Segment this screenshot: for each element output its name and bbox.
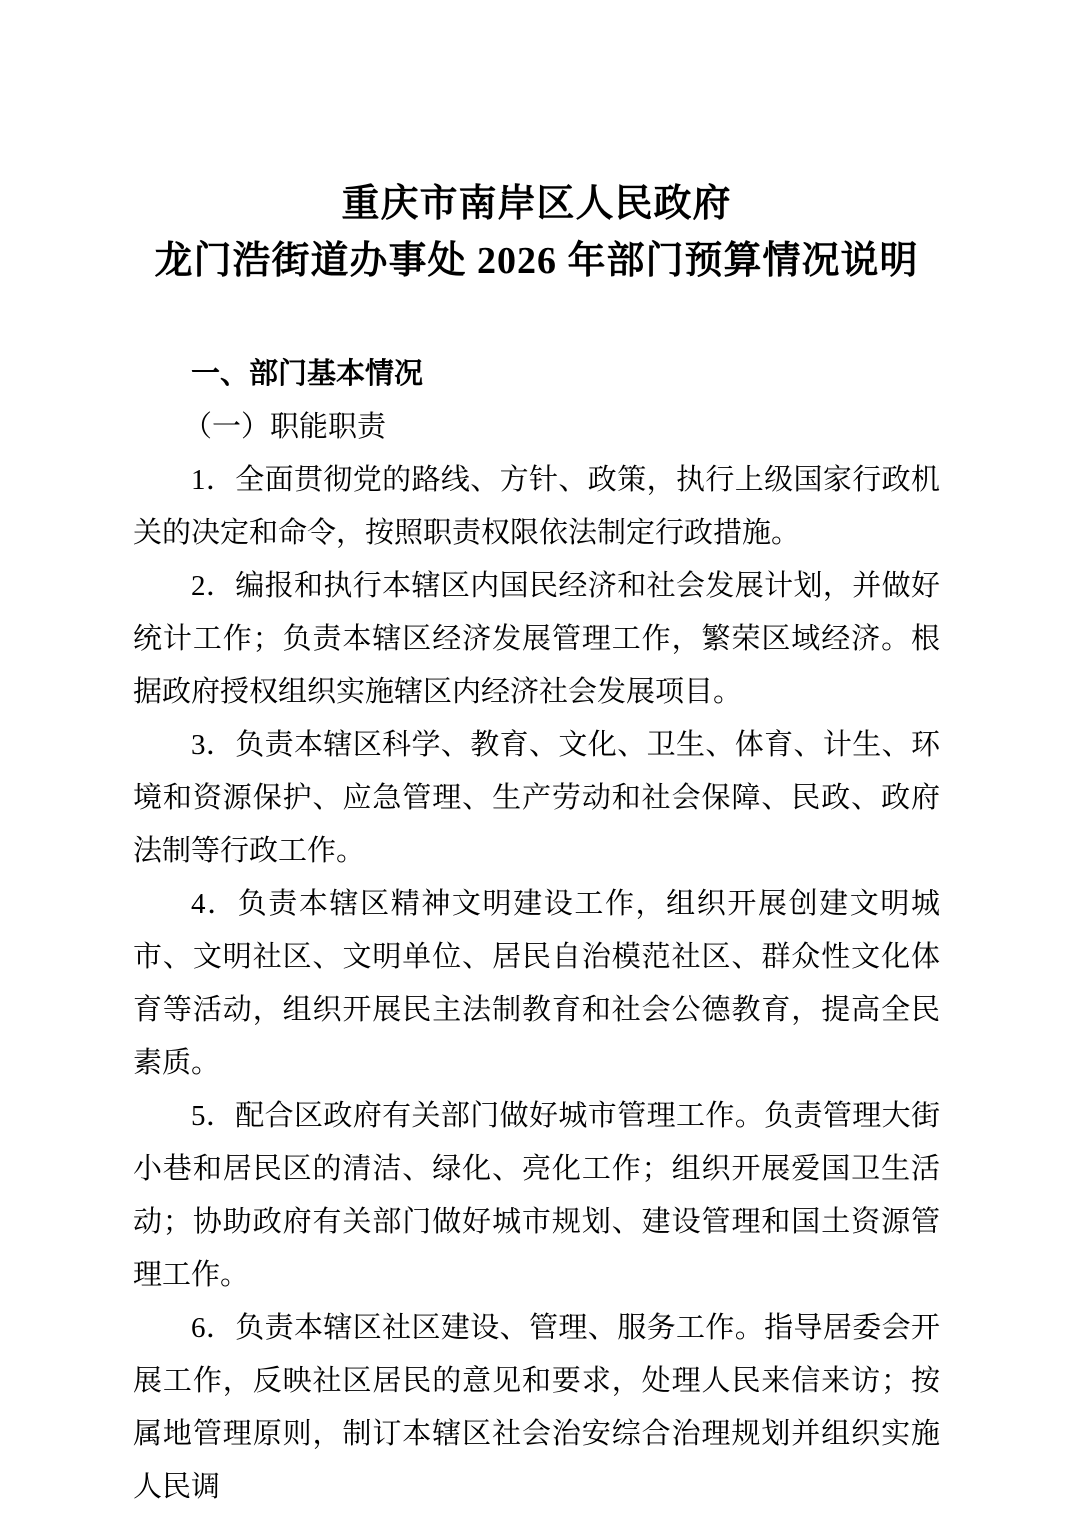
section-heading: 一、部门基本情况 — [191, 358, 424, 390]
title-line-2: 龙门浩街道办事处 2026 年部门预算情况说明 — [154, 240, 919, 282]
paragraph-5: 5．配合区政府有关部门做好城市管理工作。负责管理大街小巷和居民区的清洁、绿化、亮化工作；组织开展爱国卫生活动；协助政府有关部门做好城市规划、建设管理和国土资源管理工作。 — [133, 1100, 940, 1291]
document-content — [133, 0, 940, 1514]
paragraph-3: 3．负责本辖区科学、教育、文化、卫生、体育、计生、环境和资源保护、应急管理、生产劳动和社会保障、民政、政府法制等行政工作。 — [133, 729, 940, 867]
document-title — [133, 0, 940, 290]
paragraph-2: 2．编报和执行本辖区内国民经济和社会发展计划，并做好统计工作；负责本辖区经济发展管理工作，繁荣区域经济。根据政府授权组织实施辖区内经济社会发展项目。 — [133, 570, 940, 708]
title-line-1: 重庆市南岸区人民政府 — [341, 183, 732, 225]
paragraph-4: 4．负责本辖区精神文明建设工作，组织开展创建文明城市、文明社区、文明单位、居民自治模范社区、群众性文化体育等活动，组织开展民主法制教育和社会公德教育，提高全民素质。 — [133, 888, 940, 1079]
section-subheading: （一）职能职责 — [183, 411, 387, 443]
paragraph-1: 1．全面贯彻党的路线、方针、政策，执行上级国家行政机关的决定和命令，按照职责权限依法制定行政措施。 — [133, 464, 940, 549]
paragraph-6: 6．负责本辖区社区建设、管理、服务工作。指导居委会开展工作，反映社区居民的意见和要求，处理人民来信来访；按属地管理原则，制订本辖区社会治安综合治理规划并组织实施人民调 — [133, 1312, 940, 1503]
